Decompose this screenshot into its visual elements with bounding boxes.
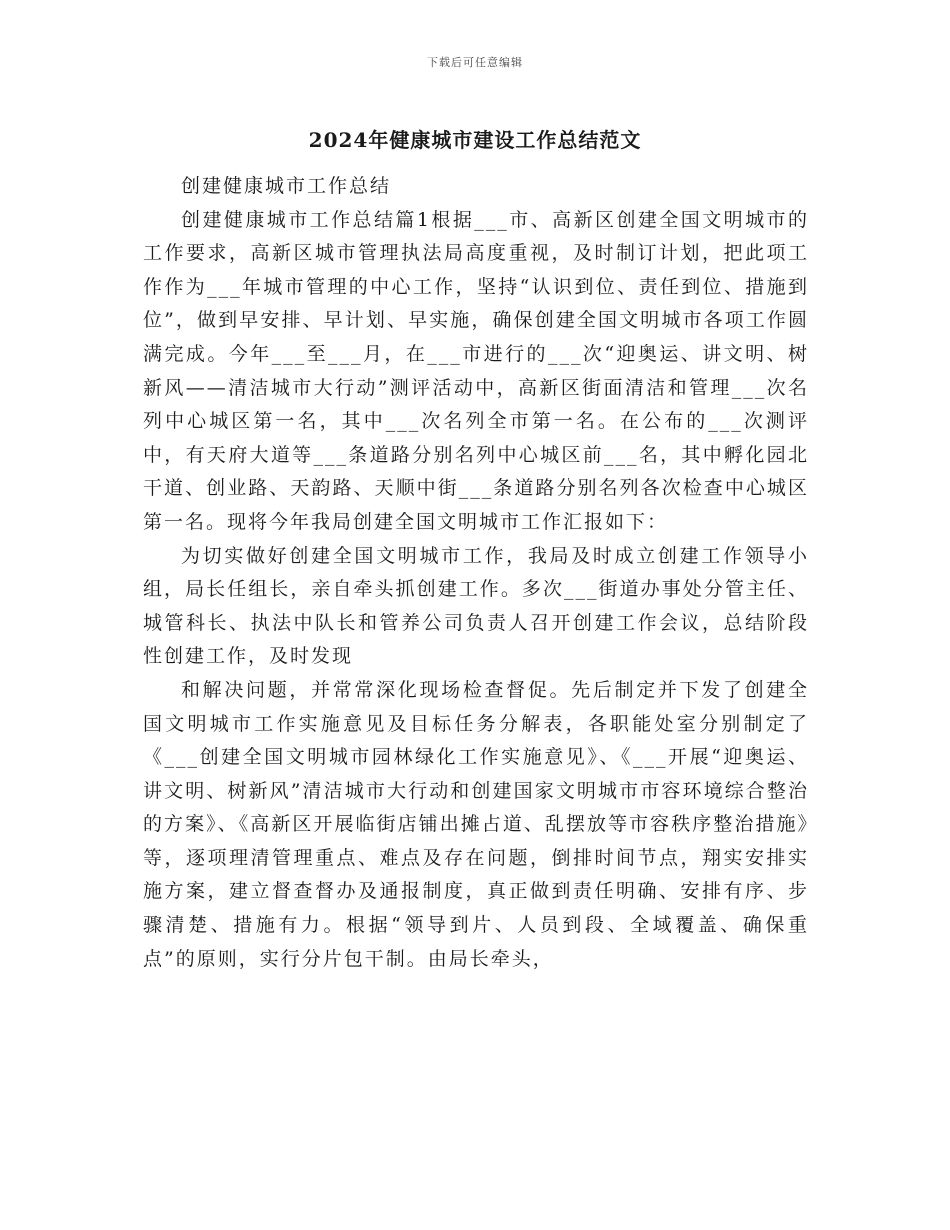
paragraph: 创建健康城市工作总结	[181, 175, 392, 197]
paragraph: 创建健康城市工作总结篇1根据___市、高新区创建全国文明城市的工作要求，高新区城市管理执法局高度重视，及时制订计划，把此项工作作为___年城市管理的中心工作，坚持“认识到位、责任到位、措施到位”，做到早安排、早计划、早实施，确保创建全国文明城市各项工作圆满完成。今年___至___月，在___市进行的___次“迎奥运、讲文明、树新风——清洁城市大行动”测评活动中，高新区街面清洁和管理___次名列中心城区第一名，其中___次名列全市第一名。在公布的___次测评中，有天府大道等___条道路分别名列中心城区前___名，其中孵化园北干道、创业路、天韵路、天顺中街___条道路分别名列各次检查中心城区第一名。现将今年我局创建全国文明城市工作汇报如下：	[143, 208, 809, 533]
header-note: 下载后可任意编辑	[427, 56, 523, 69]
paragraph: 和解决问题，并常常深化现场检查督促。先后制定并下发了创建全国文明城市工作实施意见及目标任务分解表，各职能处室分别制定了《___创建全国文明城市园林绿化工作实施意见》、《___开展“迎奥运、讲文明、树新风”清洁城市大行动和创建国家文明城市市容环境综合整治的方案》、《高新区开展临街店铺出摊占道、乱摆放等市容秩序整治措施》等，逐项理清管理重点、难点及存在问题，倒排时间节点，翔实安排实施方案，建立督查督办及通报制度，真正做到责任明确、安排有序、步骤清楚、措施有力。根据“领导到片、人员到段、全域覆盖、确保重点”的原则，实行分片包干制。由局长牵头，	[143, 678, 809, 970]
document-title: 2024年健康城市建设工作总结范文	[308, 128, 642, 152]
paragraph: 为切实做好创建全国文明城市工作，我局及时成立创建工作领导小组，局长任组长，亲自牵头抓创建工作。多次___街道办事处分管主任、城管科长、执法中队长和管养公司负责人召开创建工作会议，总结阶段性创建工作，及时发现	[143, 544, 809, 668]
document-body	[143, 170, 809, 976]
